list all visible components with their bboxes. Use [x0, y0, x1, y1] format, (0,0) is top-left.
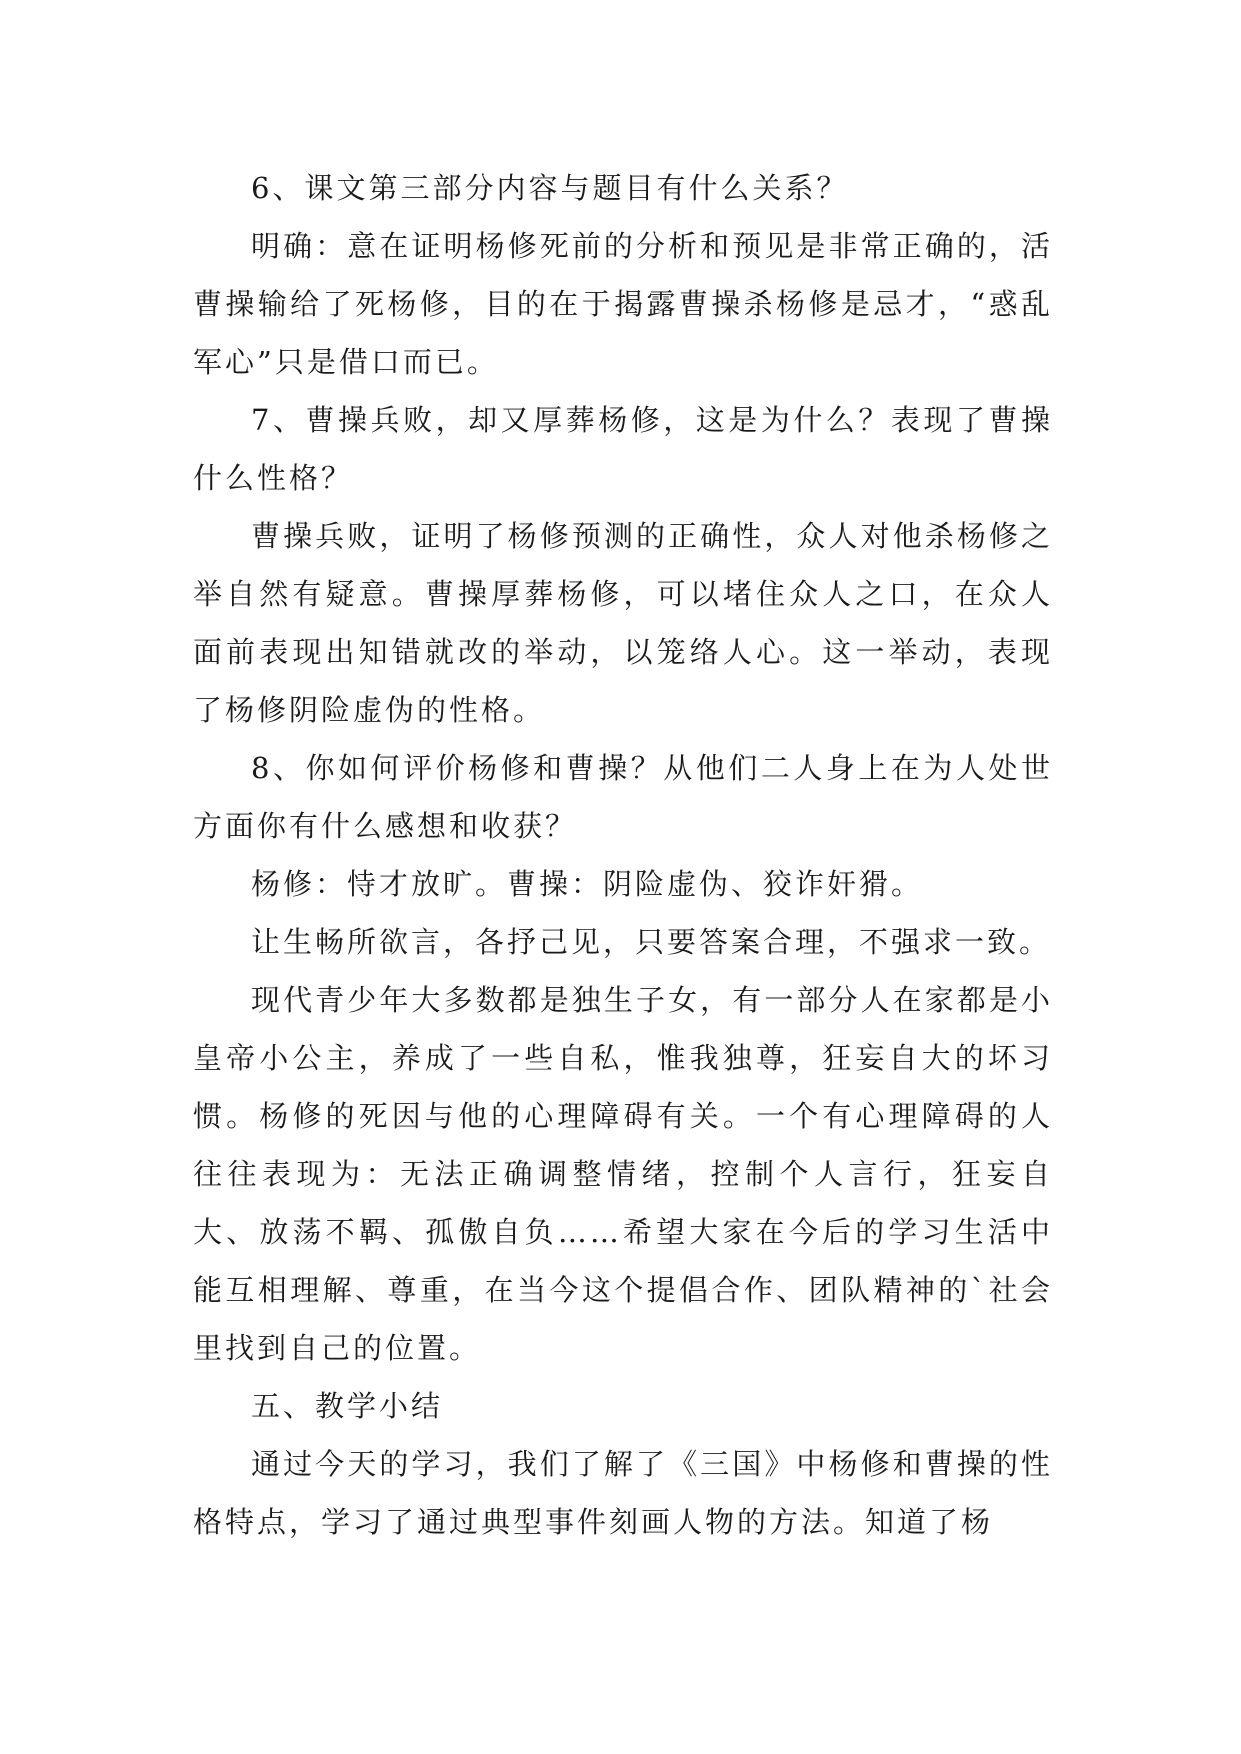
answer-6: 明确：意在证明杨修死前的分析和预见是非常正确的，活曹操输给了死杨修，目的在于揭露曹操杀杨修是忌才，“惑乱军心”只是借口而已。 [193, 229, 1053, 379]
section-heading-summary: 五、教学小结 [251, 1389, 444, 1423]
document-page [193, 159, 1053, 1551]
answer-8-discussion: 让生畅所欲言，各抒己见，只要答案合理，不强求一致。 [251, 925, 1052, 959]
question-7: 7、曹操兵败，却又厚葬杨修，这是为什么？表现了曹操什么性格？ [193, 403, 1053, 495]
summary-paragraph: 通过今天的学习，我们了解了《三国》中杨修和曹操的性格特点，学习了通过典型事件刻画人物的方法。知道了杨 [193, 1447, 1053, 1539]
answer-8-reflection: 现代青少年大多数都是独生子女，有一部分人在家都是小皇帝小公主，养成了一些自私，惟我独尊，狂妄自大的坏习惯。杨修的死因与他的心理障碍有关。一个有心理障碍的人往往表现为：无法正确调整情绪，控制个人言行，狂妄自大、放荡不羁、孤傲自负……希望大家在今后的学习生活中能互相理解、尊重，在当今这个提倡合作、团队精神的`社会里找到自己的位置。 [193, 983, 1053, 1365]
answer-7: 曹操兵败，证明了杨修预测的正确性，众人对他杀杨修之举自然有疑意。曹操厚葬杨修，可以堵住众人之口，在众人面前表现出知错就改的举动，以笼络人心。这一举动，表现了杨修阴险虚伪的性格。 [193, 519, 1053, 727]
answer-8-evaluation: 杨修：恃才放旷。曹操：阴险虚伪、狡诈奸猾。 [251, 867, 924, 901]
question-6: 6、课文第三部分内容与题目有什么关系？ [251, 171, 849, 205]
question-8: 8、你如何评价杨修和曹操？从他们二人身上在为人处世方面你有什么感想和收获？ [193, 751, 1053, 843]
